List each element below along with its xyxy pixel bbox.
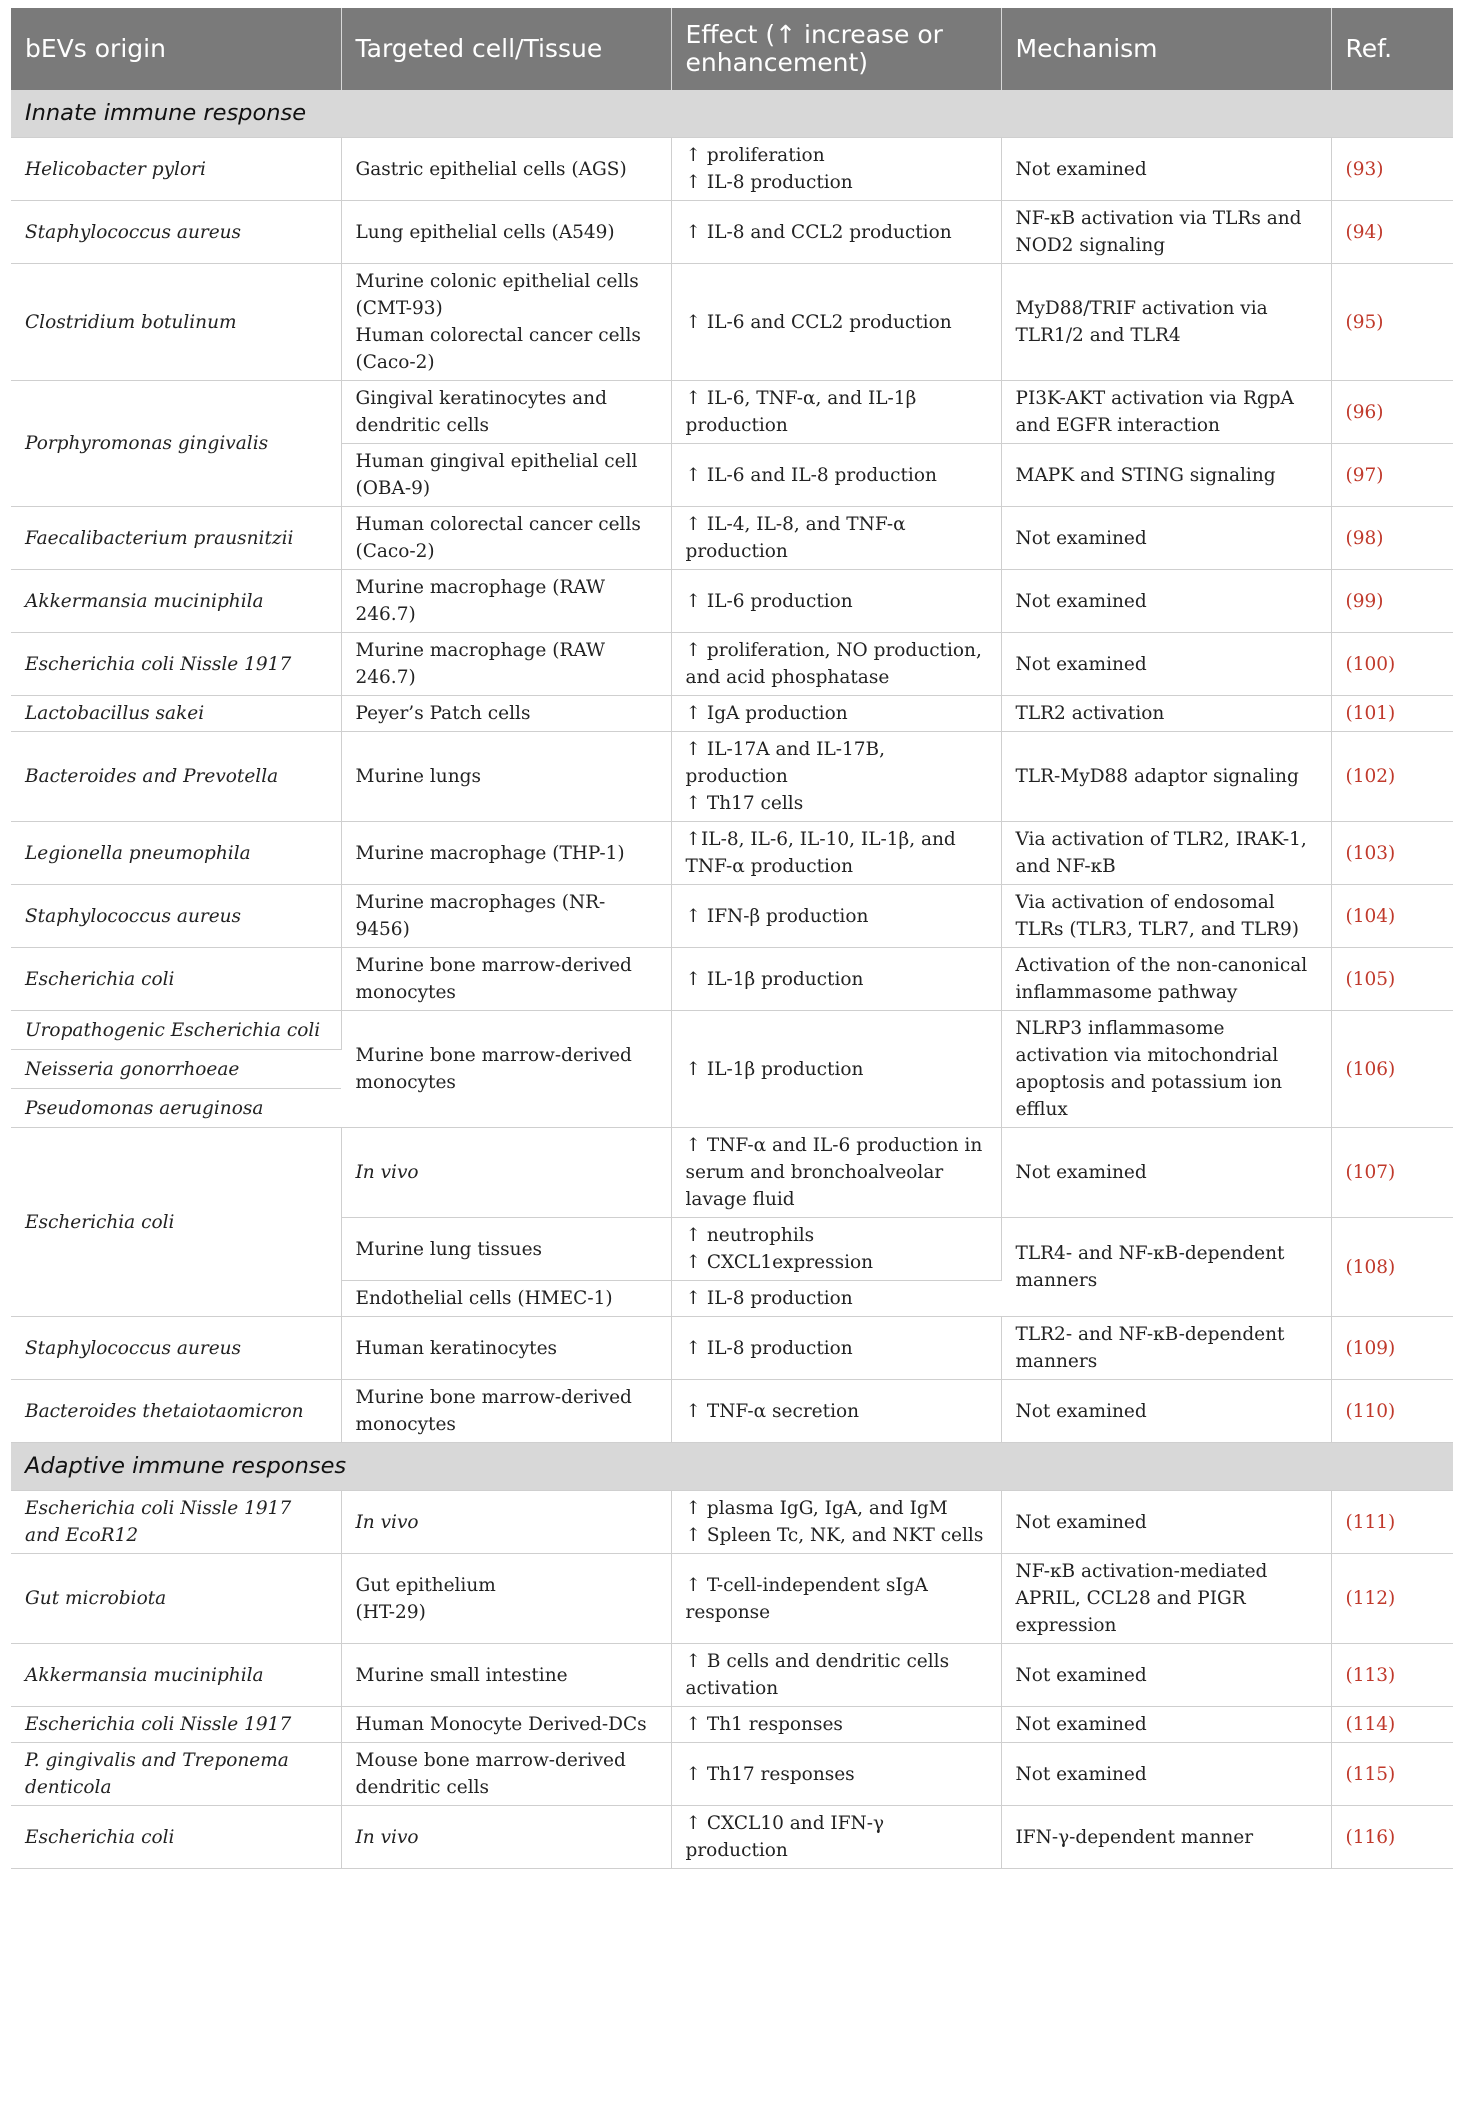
target-cell: Murine macrophage (RAW 246.7) [341,633,671,696]
section-row [11,90,1453,138]
mechanism-cell: NF-κB activation via TLRs and NOD2 signaling [1001,201,1331,264]
mechanism-cell: NLRP3 inflammasome activation via mitochondrial apoptosis and potassium ion efflux [1001,1011,1331,1128]
effect-cell: ↑ IL-1β production [671,1011,1001,1128]
effect-cell: ↑ B cells and dendritic cells activation [671,1644,1001,1707]
target-cell: Peyer’s Patch cells [341,696,671,732]
target-cell: Murine macrophage (RAW 246.7) [341,570,671,633]
mechanism-cell: Activation of the non-canonical inflammasome pathway [1001,948,1331,1011]
origin-cell: Escherichia coli Nissle 1917 and EcoR12 [11,1491,341,1554]
origin-cell: Neisseria gonorrhoeae [11,1050,341,1089]
origin-cell: Helicobacter pylori [11,138,341,201]
effect-cell [671,732,1001,822]
target-cell: Gastric epithelial cells (AGS) [341,138,671,201]
section-adaptive: Adaptive immune responses [11,1443,1453,1491]
mechanism-cell: MAPK and STING signaling [1001,444,1331,507]
table-row [11,1128,1453,1218]
ref-link[interactable]: (96) [1331,381,1453,444]
ref-link[interactable]: (100) [1331,633,1453,696]
effect-line: ↑ proliferation [685,145,825,166]
effect-line: ↑ Spleen Tc, NK, and NKT cells [685,1525,984,1546]
ref-link[interactable]: (108) [1331,1218,1453,1317]
table-row [11,264,1453,381]
ref-link[interactable]: (114) [1331,1707,1453,1743]
origin-cell: Escherichia coli Nissle 1917 [11,633,341,696]
effect-cell: ↑ IL-8 production [671,1281,1001,1317]
ref-link[interactable]: (111) [1331,1491,1453,1554]
effect-line: ↑ Th17 cells [685,793,804,814]
table-row [11,1806,1453,1869]
header-ref: Ref. [1331,8,1453,90]
target-line: (HT-29) [355,1601,426,1623]
ref-link[interactable]: (97) [1331,444,1453,507]
mechanism-cell: Not examined [1001,1128,1331,1218]
target-cell: Gingival keratinocytes and dendritic cells [341,381,671,444]
effect-cell: ↑IL-8, IL-6, IL-10, IL-1β, and TNF-α production [671,822,1001,885]
origin-cell: Faecalibacterium prausnitzii [11,507,341,570]
target-cell: Murine bone marrow-derived monocytes [341,1011,671,1128]
effect-cell: ↑ IL-6 and CCL2 production [671,264,1001,381]
header-origin: bEVs origin [11,8,341,90]
target-cell: Human colorectal cancer cells (Caco-2) [341,507,671,570]
table-row [11,885,1453,948]
mechanism-cell: NF-κB activation-mediated APRIL, CCL28 and PIGR expression [1001,1554,1331,1644]
effect-cell: ↑ IL-1β production [671,948,1001,1011]
origin-cell: Akkermansia muciniphila [11,570,341,633]
mechanism-cell: Not examined [1001,1644,1331,1707]
table-row [11,1317,1453,1380]
table-row [11,696,1453,732]
effect-line: ↑ IL-8 production [685,172,853,193]
target-cell: Murine lungs [341,732,671,822]
header-mechanism: Mechanism [1001,8,1331,90]
effect-cell: ↑ Th17 responses [671,1743,1001,1806]
ref-link[interactable]: (113) [1331,1644,1453,1707]
target-line: Murine colonic epithelial cells (CMT-93) [355,271,639,319]
target-cell: Murine bone marrow-derived monocytes [341,1380,671,1443]
section-row [11,1443,1453,1491]
effect-cell: ↑ IL-6 production [671,570,1001,633]
origin-cell: Bacteroides thetaiotaomicron [11,1380,341,1443]
origin-cell: Gut microbiota [11,1554,341,1644]
mechanism-cell: IFN-γ-dependent manner [1001,1806,1331,1869]
origin-cell: Akkermansia muciniphila [11,1644,341,1707]
target-cell: In vivo [341,1491,671,1554]
effect-cell [671,1218,1001,1281]
target-cell: Endothelial cells (HMEC-1) [341,1281,671,1317]
origin-cell: Staphylococcus aureus [11,1317,341,1380]
mechanism-cell: TLR-MyD88 adaptor signaling [1001,732,1331,822]
target-cell: Murine bone marrow-derived monocytes [341,948,671,1011]
target-line: Gut epithelium [355,1574,496,1596]
effect-cell [671,138,1001,201]
target-cell: Murine macrophage (THP-1) [341,822,671,885]
target-cell [341,1554,671,1644]
ref-link[interactable]: (103) [1331,822,1453,885]
ref-link[interactable]: (109) [1331,1317,1453,1380]
table-row [11,1707,1453,1743]
mechanism-cell: MyD88/TRIF activation via TLR1/2 and TLR4 [1001,264,1331,381]
ref-link[interactable]: (110) [1331,1380,1453,1443]
target-cell: Lung epithelial cells (A549) [341,201,671,264]
mechanism-cell: Not examined [1001,1707,1331,1743]
origin-cell: Escherichia coli [11,948,341,1011]
ref-link[interactable]: (94) [1331,201,1453,264]
table-row [11,948,1453,1011]
effect-cell: ↑ TNF-α secretion [671,1380,1001,1443]
mechanism-cell: Via activation of endosomal TLRs (TLR3, TLR7, and TLR9) [1001,885,1331,948]
effect-cell: ↑ IL-4, IL-8, and TNF-α production [671,507,1001,570]
target-cell: Human gingival epithelial cell (OBA-9) [341,444,671,507]
target-cell: In vivo [341,1128,671,1218]
ref-link[interactable]: (99) [1331,570,1453,633]
ref-link[interactable]: (107) [1331,1128,1453,1218]
header-effect: Effect (↑ increase or enhancement) [671,8,1001,90]
origin-cell: Escherichia coli [11,1128,341,1317]
target-cell: Human Monocyte Derived-DCs [341,1707,671,1743]
table-row [11,732,1453,822]
origin-cell: P. gingivalis and Treponema denticola [11,1743,341,1806]
origin-cell: Pseudomonas aeruginosa [11,1089,341,1128]
table-row [11,1491,1453,1554]
ref-link[interactable]: (116) [1331,1806,1453,1869]
effect-cell: ↑ proliferation, NO production, and acid phosphatase [671,633,1001,696]
ref-link[interactable]: (95) [1331,264,1453,381]
table-row [11,507,1453,570]
mechanism-cell: TLR4- and NF-κB-dependent manners [1001,1218,1331,1317]
table-header [11,8,1453,90]
origin-cell: Escherichia coli Nissle 1917 [11,1707,341,1743]
mechanism-cell: Not examined [1001,1380,1331,1443]
origin-cell: Bacteroides and Prevotella [11,732,341,822]
ref-link[interactable]: (104) [1331,885,1453,948]
effect-line: ↑ neutrophils [685,1225,815,1246]
origin-cell: Lactobacillus sakei [11,696,341,732]
effect-line: ↑ CXCL1expression [685,1252,874,1273]
origin-cell: Clostridium botulinum [11,264,341,381]
mechanism-cell: Not examined [1001,1743,1331,1806]
table-row [11,1743,1453,1806]
table-row [11,822,1453,885]
effect-cell: ↑ IL-6, TNF-α, and IL-1β production [671,381,1001,444]
mechanism-cell: PI3K-AKT activation via RgpA and EGFR interaction [1001,381,1331,444]
effect-cell: ↑ IL-8 production [671,1317,1001,1380]
effect-cell: ↑ IFN-β production [671,885,1001,948]
effect-cell: ↑ IgA production [671,696,1001,732]
effect-line: ↑ IL-17A and IL-17B, production [685,739,886,787]
mechanism-cell: Not examined [1001,633,1331,696]
origin-cell: Staphylococcus aureus [11,885,341,948]
ref-link[interactable]: (115) [1331,1743,1453,1806]
table-row [11,381,1453,444]
mechanism-cell: TLR2- and NF-κB-dependent manners [1001,1317,1331,1380]
mechanism-cell: Via activation of TLR2, IRAK-1, and NF-κB [1001,822,1331,885]
effect-cell: ↑ T-cell-independent sIgA response [671,1554,1001,1644]
mechanism-cell: Not examined [1001,570,1331,633]
mechanism-cell: Not examined [1001,1491,1331,1554]
effect-cell: ↑ IL-6 and IL-8 production [671,444,1001,507]
table-row [11,633,1453,696]
effect-cell [671,1491,1001,1554]
mechanism-cell: TLR2 activation [1001,696,1331,732]
table-row [11,138,1453,201]
ref-link[interactable]: (106) [1331,1011,1453,1128]
ref-link[interactable]: (93) [1331,138,1453,201]
target-cell: Murine lung tissues [341,1218,671,1281]
header-target: Targeted cell/Tissue [341,8,671,90]
target-line: Human colorectal cancer cells (Caco-2) [355,325,641,373]
mechanism-cell: Not examined [1001,507,1331,570]
table-row [11,201,1453,264]
effect-cell: ↑ TNF-α and IL-6 production in serum and bronchoalveolar lavage fluid [671,1128,1001,1218]
mechanism-cell: Not examined [1001,138,1331,201]
ref-link[interactable]: (101) [1331,696,1453,732]
ref-link[interactable]: (112) [1331,1554,1453,1644]
effect-cell: ↑ IL-8 and CCL2 production [671,201,1001,264]
table-row [11,1011,1453,1050]
target-cell [341,264,671,381]
origin-cell: Porphyromonas gingivalis [11,381,341,507]
effect-cell: ↑ Th1 responses [671,1707,1001,1743]
ref-link[interactable]: (105) [1331,948,1453,1011]
target-cell: In vivo [341,1806,671,1869]
origin-cell: Escherichia coli [11,1806,341,1869]
bev-immune-table [11,8,1453,1869]
origin-cell: Uropathogenic Escherichia coli [11,1011,341,1050]
table-row [11,570,1453,633]
table-row [11,1644,1453,1707]
ref-link[interactable]: (102) [1331,732,1453,822]
effect-line: ↑ plasma IgG, IgA, and IgM [685,1498,948,1519]
section-innate: Innate immune response [11,90,1453,138]
effect-cell: ↑ CXCL10 and IFN-γ production [671,1806,1001,1869]
table-row [11,1380,1453,1443]
origin-cell: Legionella pneumophila [11,822,341,885]
table-row [11,1554,1453,1644]
target-cell: Murine macrophages (NR-9456) [341,885,671,948]
ref-link[interactable]: (98) [1331,507,1453,570]
header-row [11,8,1453,90]
target-cell: Human keratinocytes [341,1317,671,1380]
target-cell: Mouse bone marrow-derived dendritic cells [341,1743,671,1806]
table-container [11,8,1453,1869]
target-cell: Murine small intestine [341,1644,671,1707]
origin-cell: Staphylococcus aureus [11,201,341,264]
